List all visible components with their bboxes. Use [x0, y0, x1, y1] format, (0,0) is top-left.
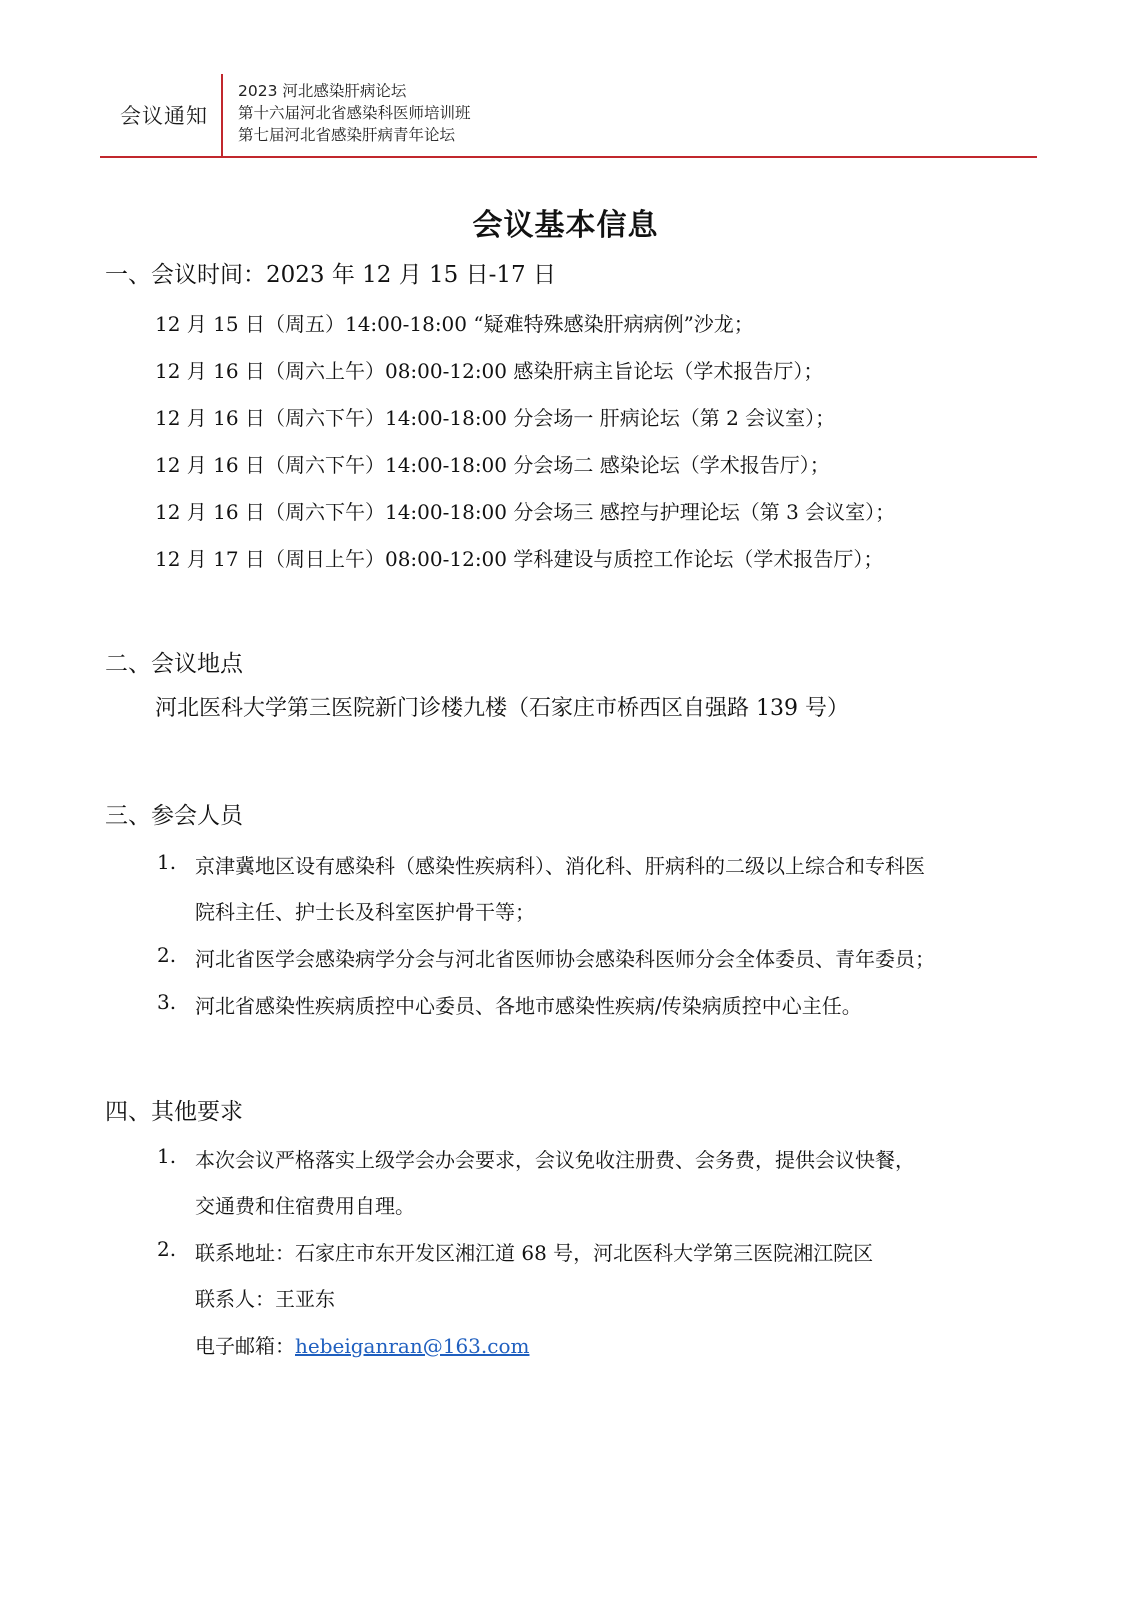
schedule-item: 12 月 15 日（周五）14:00-18:00 “疑难特殊感染肝病病例”沙龙；: [155, 312, 754, 336]
attendee-item-line: 京津冀地区设有感染科（感染性疾病科）、消化科、肝病科的二级以上综合和专科医: [195, 854, 925, 878]
header-label: 会议通知: [120, 104, 208, 128]
page-title: 会议基本信息: [472, 208, 659, 243]
header-line: 第十六届河北省感染科医师培训班: [238, 104, 471, 122]
email-link[interactable]: hebeiganran@163.com: [295, 1334, 530, 1358]
schedule-item: 12 月 16 日（周六下午）14:00-18:00 分会场一 肝病论坛（第 2 会议室）；: [155, 406, 836, 430]
email-label: 电子邮箱：: [195, 1334, 295, 1358]
schedule-item: 12 月 16 日（周六下午）14:00-18:00 分会场二 感染论坛（学术报告厅）；: [155, 453, 830, 477]
attendee-item-line: 河北省医学会感染病学分会与河北省医师协会感染科医师分会全体委员、青年委员；: [195, 947, 935, 971]
header-line: 2023 河北感染肝病论坛: [238, 82, 407, 100]
header-line: 第七届河北省感染肝病青年论坛: [238, 126, 456, 144]
schedule-item: 12 月 16 日（周六上午）08:00-12:00 感染肝病主旨论坛（学术报告厅）；: [155, 359, 824, 383]
section-heading-requirements: 四、其他要求: [105, 1099, 243, 1125]
schedule-item: 12 月 17 日（周日上午）08:00-12:00 学科建设与质控工作论坛（学术报告厅）；: [155, 547, 884, 571]
venue-text: 河北医科大学第三医院新门诊楼九楼（石家庄市桥西区自强路 139 号）: [155, 696, 849, 721]
list-number: 2.: [157, 943, 177, 967]
header-divider-horizontal: [100, 156, 1037, 158]
header-divider-vertical: [221, 74, 223, 158]
contact-address: 联系地址：石家庄市东开发区湘江道 68 号，河北医科大学第三医院湘江院区: [195, 1241, 874, 1265]
header-event-names: [238, 80, 471, 146]
attendee-item-line: 河北省感染性疾病质控中心委员、各地市感染性疾病/传染病质控中心主任。: [195, 994, 862, 1018]
section-heading-time: 一、会议时间：2023 年 12 月 15 日-17 日: [105, 262, 556, 288]
list-number: 3.: [157, 990, 177, 1014]
contact-email-row: [195, 1330, 529, 1359]
list-number: 1.: [157, 1144, 177, 1168]
list-number: 1.: [157, 850, 177, 874]
attendee-item-line: 院科主任、护士长及科室医护骨干等；: [195, 900, 535, 924]
section-heading-attendees: 三、参会人员: [105, 803, 243, 829]
schedule-item: 12 月 16 日（周六下午）14:00-18:00 分会场三 感控与护理论坛（第 3 会议室）；: [155, 500, 896, 524]
page-header: [0, 0, 1131, 170]
requirement-item-line: 交通费和住宿费用自理。: [195, 1194, 415, 1218]
requirement-item-line: 本次会议严格落实上级学会办会要求，会议免收注册费、会务费，提供会议快餐，: [195, 1148, 915, 1172]
list-number: 2.: [157, 1237, 177, 1261]
section-heading-venue: 二、会议地点: [105, 651, 243, 677]
contact-person: 联系人：王亚东: [195, 1287, 335, 1311]
